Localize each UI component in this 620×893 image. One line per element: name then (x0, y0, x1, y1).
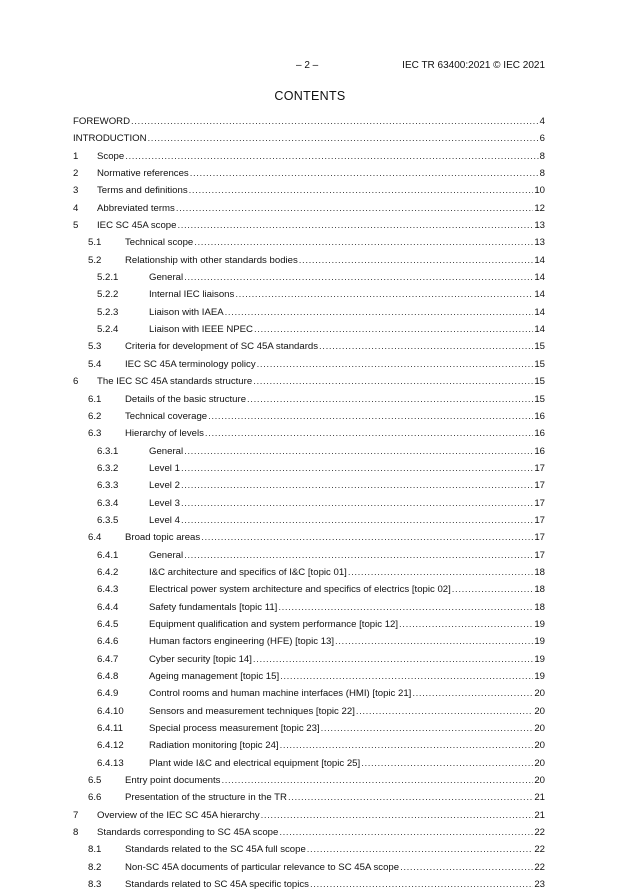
toc-entry[interactable] (73, 495, 545, 512)
dot-leader (201, 529, 533, 546)
toc-entry[interactable] (73, 165, 545, 182)
toc-entry-page: 16 (534, 445, 545, 457)
page-header (0, 60, 620, 74)
toc-entry-title: Standards related to the SC 45A full scope (125, 841, 307, 858)
toc-entry[interactable] (73, 512, 545, 529)
toc-entry-number: 6.4.10 (97, 705, 124, 717)
toc-entry[interactable] (73, 391, 545, 408)
toc-entry-number: 5.3 (88, 341, 102, 353)
toc-entry-title: Relationship with other standards bodies (125, 252, 299, 269)
toc-entry-title: General (149, 269, 184, 286)
toc-entry-page: 14 (534, 324, 545, 336)
toc-entry-line (125, 252, 545, 269)
toc-entry-number: 6.4.11 (97, 723, 123, 735)
toc-entry-title: Technical scope (125, 234, 194, 251)
toc-entry-line (97, 373, 545, 390)
dot-leader (181, 477, 533, 494)
toc-entry-number: 6.4.4 (97, 601, 119, 613)
dot-leader (279, 824, 533, 841)
page-title: CONTENTS (274, 89, 346, 103)
toc-entry-page: 8 (539, 150, 545, 162)
toc-entry[interactable] (73, 286, 545, 303)
dot-leader (335, 633, 533, 650)
dot-leader (452, 581, 534, 598)
toc-entry-number: 6.2 (88, 410, 102, 422)
toc-entry-number: 6.3.4 (97, 497, 119, 509)
dot-leader (278, 599, 533, 616)
toc-entry-page: 19 (534, 618, 545, 630)
dot-leader (280, 668, 533, 685)
toc-entry-number: 8 (73, 827, 79, 839)
toc-entry-number: 6.6 (88, 792, 102, 804)
toc-entry-line (125, 789, 545, 806)
dot-leader (280, 737, 534, 754)
toc-entry-number: 5.2 (88, 254, 102, 266)
toc-entry[interactable] (73, 217, 545, 234)
toc-entry-title: Hierarchy of levels (125, 425, 205, 442)
dot-leader (253, 373, 533, 390)
dot-leader (181, 460, 533, 477)
dot-leader (288, 789, 533, 806)
toc-entry-title: Scope (97, 148, 125, 165)
toc-entry-line (149, 633, 545, 650)
toc-entry-number: 6.4.3 (97, 584, 119, 596)
toc-entry-number: 8.1 (88, 844, 102, 856)
toc-entry-number: 6.4.5 (97, 618, 119, 630)
toc-entry[interactable] (73, 148, 545, 165)
toc-entry-line (149, 304, 545, 321)
toc-entry-page: 12 (534, 202, 545, 214)
toc-entry-line (149, 460, 545, 477)
toc-entry-title: Standards related to SC 45A specific topics (125, 876, 310, 893)
toc-entry-page: 16 (534, 410, 545, 422)
toc-entry-line (149, 321, 545, 338)
toc-entry-line (149, 755, 545, 772)
toc-entry-title: Broad topic areas (125, 529, 201, 546)
toc-entry-line (149, 581, 545, 598)
toc-entry[interactable] (73, 685, 545, 702)
dot-leader (131, 113, 539, 130)
toc-entry[interactable] (73, 599, 545, 616)
toc-entry-page: 19 (534, 653, 545, 665)
dot-leader (221, 772, 533, 789)
toc-entry-title: Overview of the IEC SC 45A hierarchy (97, 807, 261, 824)
toc-entry[interactable] (73, 807, 545, 824)
toc-entry-title: Special process measurement [topic 23] (149, 720, 321, 737)
toc-entry[interactable] (73, 755, 545, 772)
toc-entry-title: Cyber security [topic 14] (149, 651, 253, 668)
toc-entry-line (125, 234, 545, 251)
toc-entry-line (125, 408, 545, 425)
dot-leader (184, 269, 533, 286)
dot-leader (184, 547, 533, 564)
toc-entry-title: Standards corresponding to SC 45A scope (97, 824, 279, 841)
toc-entry-number: 6.3.2 (97, 462, 119, 474)
toc-entry-page: 13 (534, 237, 545, 249)
toc-entry[interactable] (73, 581, 545, 598)
document-reference: IEC TR 63400:2021 © IEC 2021 (402, 60, 545, 71)
toc-entry[interactable] (73, 789, 545, 806)
toc-entry-page: 15 (534, 358, 545, 370)
toc-entry-title: Level 2 (149, 477, 181, 494)
toc-entry-title: Normative references (97, 165, 190, 182)
toc-entry-line (149, 737, 545, 754)
dot-leader (254, 321, 533, 338)
dot-leader (176, 200, 533, 217)
dot-leader (235, 286, 533, 303)
toc-entry-line (149, 651, 545, 668)
toc-entry-line (97, 148, 545, 165)
toc-entry-line (125, 859, 545, 876)
toc-entry-page: 4 (539, 116, 545, 127)
toc-entry-page: 14 (534, 254, 545, 266)
toc-entry[interactable] (73, 443, 545, 460)
toc-entry-title: Technical coverage (125, 408, 208, 425)
dot-leader (253, 651, 533, 668)
toc-entry-title: FOREWORD (73, 113, 131, 130)
toc-entry-page: 15 (534, 341, 545, 353)
toc-entry-line (125, 425, 545, 442)
toc-entry-page: 8 (539, 168, 545, 180)
toc-entry-line (149, 512, 545, 529)
toc-entry-line (97, 807, 545, 824)
toc-entry[interactable] (73, 824, 545, 841)
toc-entry-page: 20 (534, 740, 545, 752)
dot-leader (299, 252, 534, 269)
toc-entry-number: 6.3.1 (97, 445, 119, 457)
toc-entry-page: 18 (534, 601, 545, 613)
dot-leader (125, 148, 538, 165)
toc-entry[interactable] (73, 252, 545, 269)
dot-leader (257, 356, 534, 373)
toc-entry-line (125, 356, 545, 373)
toc-entry-line (125, 772, 545, 789)
toc-entry[interactable] (73, 841, 545, 858)
toc-entry[interactable] (73, 130, 545, 147)
toc-entry-number: 6.4.8 (97, 671, 119, 682)
toc-entry-line (149, 443, 545, 460)
dot-leader (321, 720, 534, 737)
toc-entry-page: 21 (534, 792, 545, 804)
toc-entry-page: 20 (534, 723, 545, 735)
toc-entry-page: 14 (534, 306, 545, 318)
toc-entry[interactable] (73, 182, 545, 199)
toc-entry-page: 22 (534, 827, 545, 839)
toc-entry-number: 5.4 (88, 358, 102, 370)
toc-entry-page: 20 (534, 705, 545, 717)
toc-entry-line (149, 564, 545, 581)
toc-entry-title: Human factors engineering (HFE) [topic 13] (149, 633, 335, 650)
toc-entry[interactable] (73, 460, 545, 477)
toc-entry[interactable] (73, 321, 545, 338)
toc-entry-page: 19 (534, 671, 545, 682)
toc-entry-title: Internal IEC liaisons (149, 286, 235, 303)
toc-entry-title: Sensors and measurement techniques [topic 22] (149, 703, 356, 720)
toc-entry-line (125, 529, 545, 546)
toc-entry-page: 21 (534, 809, 545, 821)
toc-entry-line (149, 547, 545, 564)
toc-entry-line (73, 113, 545, 130)
toc-entry-page: 20 (534, 688, 545, 700)
toc-entry-title: INTRODUCTION (73, 130, 148, 147)
dot-leader (319, 338, 533, 355)
toc-entry-line (97, 824, 545, 841)
page-number: – 2 – (296, 60, 319, 71)
toc-entry-page: 17 (534, 549, 545, 561)
toc-entry-number: 5.2.4 (97, 324, 119, 336)
toc-entry-line (97, 182, 545, 199)
toc-entry[interactable] (73, 529, 545, 546)
toc-entry-number: 5 (73, 220, 79, 232)
toc-entry-page: 20 (534, 757, 545, 769)
toc-entry-title: Non-SC 45A documents of particular relevance to SC 45A scope (125, 859, 400, 876)
toc-entry-title: Terms and definitions (97, 182, 189, 199)
toc-entry-number: 8.2 (88, 861, 102, 873)
toc-entry-number: 6 (73, 376, 79, 388)
toc-entry-line (149, 703, 545, 720)
toc-entry-page: 16 (534, 428, 545, 440)
dot-leader (177, 217, 533, 234)
toc-entry-number: 6.4.13 (97, 757, 124, 769)
toc-entry[interactable] (73, 269, 545, 286)
toc-entry-page: 17 (534, 514, 545, 526)
toc-entry-title: Criteria for development of SC 45A standards (125, 338, 319, 355)
toc-entry-number: 6.4 (88, 532, 102, 544)
toc-entry-number: 6.3 (88, 428, 102, 440)
toc-entry-title: Details of the basic structure (125, 391, 247, 408)
toc-entry-line (125, 876, 545, 893)
toc-entry-page: 18 (534, 566, 545, 578)
dot-leader (348, 564, 533, 581)
toc-entry-title: General (149, 547, 184, 564)
toc-entry-number: 5.2.1 (97, 272, 119, 284)
toc-entry-line (149, 685, 545, 702)
toc-entry-title: Ageing management [topic 15] (149, 668, 280, 685)
toc-entry-number: 5.2.3 (97, 306, 119, 318)
toc-entry[interactable] (73, 373, 545, 390)
toc-entry-page: 19 (534, 636, 545, 648)
toc-entry-line (73, 130, 545, 147)
toc-entry-title: Safety fundamentals [topic 11] (149, 599, 278, 616)
dot-leader (190, 165, 539, 182)
toc-entry[interactable] (73, 859, 545, 876)
dot-leader (356, 703, 533, 720)
toc-entry-number: 6.4.7 (97, 653, 119, 665)
toc-entry-line (149, 495, 545, 512)
toc-entry-title: Control rooms and human machine interfaces (HMI) [topic 21] (149, 685, 412, 702)
toc-entry[interactable] (73, 234, 545, 251)
toc-entry[interactable] (73, 477, 545, 494)
toc-entry-page: 17 (534, 480, 545, 492)
dot-leader (184, 443, 533, 460)
toc-entry-title: Radiation monitoring [topic 24] (149, 737, 280, 754)
dot-leader (399, 616, 533, 633)
dot-leader (225, 304, 534, 321)
toc-entry-page: 17 (534, 532, 545, 544)
toc-entry-line (149, 286, 545, 303)
toc-entry-line (149, 668, 545, 685)
toc-entry-title: The IEC SC 45A standards structure (97, 373, 253, 390)
toc-entry-number: 6.5 (88, 775, 102, 787)
toc-entry-title: Liaison with IEEE NPEC (149, 321, 254, 338)
toc-entry-page: 23 (534, 879, 545, 891)
toc-entry[interactable] (73, 408, 545, 425)
toc-entry-number: 6.4.9 (97, 688, 119, 700)
toc-entry[interactable] (73, 200, 545, 217)
toc-entry-line (149, 720, 545, 737)
toc-entry-page: 20 (534, 775, 545, 787)
toc-entry[interactable] (73, 547, 545, 564)
toc-entry-line (125, 391, 545, 408)
toc-entry-line (97, 217, 545, 234)
toc-entry-line (97, 165, 545, 182)
toc-entry-page: 22 (534, 844, 545, 856)
dot-leader (307, 841, 534, 858)
toc-entry[interactable] (73, 113, 545, 130)
toc-entry[interactable] (73, 720, 545, 737)
toc-entry-page: 14 (534, 289, 545, 301)
toc-entry-page: 15 (534, 393, 545, 405)
dot-leader (181, 512, 533, 529)
toc-entry-title: Level 3 (149, 495, 181, 512)
toc-entry-number: 6.4.6 (97, 636, 119, 648)
toc-entry[interactable] (73, 304, 545, 321)
toc-entry[interactable] (73, 564, 545, 581)
toc-entry-title: Electrical power system architecture and specifics of electrics [topic 02] (149, 581, 452, 598)
toc-entry[interactable] (73, 356, 545, 373)
toc-entry-number: 4 (73, 202, 79, 214)
toc-entry-number: 1 (73, 150, 79, 162)
toc-entry-line (149, 616, 545, 633)
toc-entry-title: IEC SC 45A scope (97, 217, 177, 234)
toc-entry-number: 6.3.3 (97, 480, 119, 492)
toc-entry-page: 13 (534, 220, 545, 232)
toc-entry-number: 5.2.2 (97, 289, 119, 301)
dot-leader (148, 130, 539, 147)
toc-entry-title: Level 1 (149, 460, 181, 477)
dot-leader (261, 807, 534, 824)
toc-entry-page: 15 (534, 376, 545, 388)
toc-entry-title: Equipment qualification and system performance [topic 12] (149, 616, 399, 633)
toc-entry-page: 22 (534, 861, 545, 873)
toc-entry[interactable] (73, 616, 545, 633)
dot-leader (189, 182, 534, 199)
toc-entry-number: 5.1 (88, 237, 102, 249)
toc-entry-title: Entry point documents (125, 772, 221, 789)
toc-entry[interactable] (73, 338, 545, 355)
dot-leader (247, 391, 533, 408)
toc-entry-page: 10 (534, 185, 545, 197)
toc-entry-number: 3 (73, 185, 79, 197)
toc-entry[interactable] (73, 876, 545, 893)
toc-entry-page: 18 (534, 584, 545, 596)
toc-entry-line (149, 269, 545, 286)
toc-entry-number: 6.4.12 (97, 740, 124, 752)
toc-entry-number: 7 (73, 809, 79, 821)
toc-entry[interactable] (73, 651, 545, 668)
dot-leader (400, 859, 533, 876)
toc-entry-page: 6 (539, 133, 545, 145)
toc-entry-title: Abbreviated terms (97, 200, 176, 217)
toc-entry-number: 6.4.1 (97, 549, 119, 561)
toc-entry-page: 17 (534, 497, 545, 509)
toc-entry-page: 14 (534, 272, 545, 284)
toc-entry-page: 17 (534, 462, 545, 474)
dot-leader (194, 234, 533, 251)
toc-entry-number: 8.3 (88, 879, 102, 891)
dot-leader (208, 408, 533, 425)
toc-entry-title: Plant wide I&C and electrical equipment [topic 25] (149, 755, 361, 772)
toc-entry-line (125, 841, 545, 858)
toc-entry-line (149, 477, 545, 494)
dot-leader (361, 755, 533, 772)
toc-entry-number: 2 (73, 168, 79, 180)
toc-entry-number: 6.3.5 (97, 514, 119, 526)
toc-entry-title: General (149, 443, 184, 460)
toc-entry-title: IEC SC 45A terminology policy (125, 356, 257, 373)
toc-entry-line (97, 200, 545, 217)
toc-entry-title: Liaison with IAEA (149, 304, 225, 321)
toc-entry[interactable] (73, 668, 545, 685)
dot-leader (412, 685, 533, 702)
toc-entry-title: Level 4 (149, 512, 181, 529)
toc-entry-number: 6.4.2 (97, 566, 119, 578)
toc-entry[interactable] (73, 772, 545, 789)
toc-entry[interactable] (73, 633, 545, 650)
toc-entry-number: 6.1 (88, 393, 102, 405)
dot-leader (310, 876, 533, 893)
toc-entry-line (149, 599, 545, 616)
toc-entry[interactable] (73, 425, 545, 442)
table-of-contents (73, 113, 545, 893)
toc-entry[interactable] (73, 737, 545, 754)
toc-entry-line (125, 338, 545, 355)
toc-entry-title: Presentation of the structure in the TR (125, 789, 288, 806)
toc-entry-title: I&C architecture and specifics of I&C [topic 01] (149, 564, 348, 581)
dot-leader (181, 495, 533, 512)
dot-leader (205, 425, 533, 442)
toc-entry[interactable] (73, 703, 545, 720)
